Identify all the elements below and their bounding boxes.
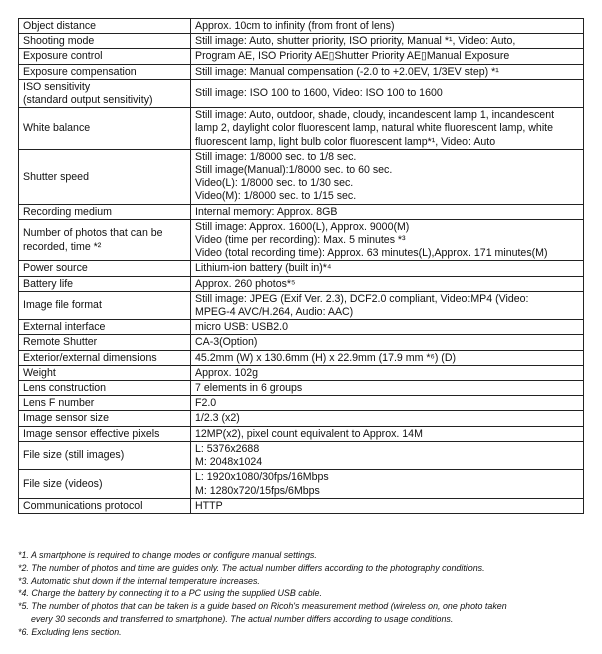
spec-row <box>19 79 584 107</box>
spec-row <box>19 365 584 380</box>
spec-label: Image sensor size <box>23 412 109 425</box>
spec-label-cell <box>19 261 191 276</box>
spec-row <box>19 411 584 426</box>
spec-row <box>19 350 584 365</box>
spec-value-cell <box>191 470 584 498</box>
specifications-table <box>18 18 584 514</box>
spec-label-cell <box>19 64 191 79</box>
footnote: *4. Charge the battery by connecting it to a PC using the supplied USB cable. <box>18 588 322 599</box>
spec-value: 1/2.3 (x2) <box>195 412 240 425</box>
spec-row <box>19 261 584 276</box>
spec-value-cell <box>191 441 584 469</box>
spec-label: Object distance <box>23 20 97 32</box>
spec-value: 12MP(x2), pixel count equivalent to Approx. 14M <box>195 427 423 440</box>
spec-value-cell <box>191 261 584 276</box>
spec-value-cell <box>191 381 584 396</box>
spec-label-cell <box>19 365 191 380</box>
spec-row <box>19 335 584 350</box>
spec-value-cell <box>191 276 584 291</box>
spec-label-cell <box>19 320 191 335</box>
spec-label-cell <box>19 19 191 34</box>
spec-value-cell <box>191 149 584 204</box>
footnote: *6. Excluding lens section. <box>18 626 122 637</box>
spec-value: 45.2mm (W) x 130.6mm (H) x 22.9mm (17.9 mm *⁶) (D) <box>195 351 456 364</box>
spec-label-cell <box>19 426 191 441</box>
spec-value: Approx. 10cm to infinity (from front of lens) <box>195 20 395 32</box>
spec-label-cell <box>19 34 191 49</box>
spec-label: File size (videos) <box>23 477 103 490</box>
spec-label-cell <box>19 441 191 469</box>
spec-label-cell <box>19 470 191 498</box>
spec-row <box>19 19 584 34</box>
spec-value: F2.0 <box>195 397 217 410</box>
spec-label: Shutter speed <box>23 170 89 183</box>
spec-label: ISO sensitivity <box>23 80 91 93</box>
footnote: *1. A smartphone is required to change modes or configure manual settings. <box>18 550 317 560</box>
spec-value: Still image: Manual compensation (-2.0 to +2.0EV, 1/3EV step) *¹ <box>195 65 499 78</box>
spec-label-cell <box>19 204 191 219</box>
spec-value: MPEG-4 AVC/H.264, Audio: AAC) <box>195 306 354 319</box>
spec-row <box>19 64 584 79</box>
spec-value: Lithium-ion battery (built in)*⁴ <box>195 262 332 275</box>
spec-value-cell <box>191 350 584 365</box>
spec-value: L: 5376x2688 <box>195 442 260 455</box>
spec-table-container <box>18 18 584 514</box>
spec-row <box>19 381 584 396</box>
spec-label: Image sensor effective pixels <box>23 427 160 440</box>
spec-row <box>19 49 584 64</box>
spec-label: Exposure compensation <box>23 65 137 78</box>
spec-value-cell <box>191 320 584 335</box>
spec-label: Recording medium <box>23 205 112 218</box>
spec-value-cell <box>191 335 584 350</box>
spec-value-cell <box>191 108 584 150</box>
spec-value: Approx. 260 photos*⁵ <box>195 277 296 290</box>
spec-label: Communications protocol <box>23 499 143 512</box>
spec-row <box>19 204 584 219</box>
spec-value: Still image: Approx. 1600(L), Approx. 9000(M) <box>195 220 410 233</box>
spec-label: Remote Shutter <box>23 336 98 349</box>
spec-value: Still image: Auto, outdoor, shade, cloudy, incandescent lamp 1, incandescent <box>195 109 555 122</box>
spec-label-cell <box>19 291 191 319</box>
spec-row <box>19 34 584 49</box>
spec-value: Still image(Manual):1/8000 sec. to 60 sec. <box>195 164 393 177</box>
spec-value-cell <box>191 498 584 513</box>
spec-value-cell <box>191 204 584 219</box>
spec-row <box>19 149 584 204</box>
spec-value: Approx. 102g <box>195 366 259 379</box>
spec-label-cell <box>19 381 191 396</box>
spec-row <box>19 396 584 411</box>
specifications-table-body <box>19 19 584 514</box>
spec-value: Video (total recording time): Approx. 63 minutes(L),Approx. 171 minutes(M) <box>195 247 548 260</box>
spec-row <box>19 291 584 319</box>
spec-value: HTTP <box>195 499 223 512</box>
spec-label-cell <box>19 335 191 350</box>
spec-label: Shooting mode <box>23 35 95 48</box>
spec-label-cell <box>19 498 191 513</box>
spec-label: Exterior/external dimensions <box>23 351 157 364</box>
spec-label: Image file format <box>23 299 102 312</box>
spec-label-cell <box>19 79 191 107</box>
spec-label-cell <box>19 219 191 261</box>
spec-value-cell <box>191 64 584 79</box>
spec-label-cell <box>19 49 191 64</box>
spec-value-cell <box>191 79 584 107</box>
spec-value: Video(L): 1/8000 sec. to 1/30 sec. <box>195 177 354 190</box>
spec-value-cell <box>191 426 584 441</box>
spec-value: Internal memory: Approx. 8GB <box>195 205 338 218</box>
footnotes <box>18 549 590 639</box>
spec-row <box>19 426 584 441</box>
spec-value: Video (time per recording): Max. 5 minutes *³ <box>195 234 406 247</box>
spec-value: Still image: Auto, shutter priority, ISO priority, Manual *¹, Video: Auto, <box>195 35 516 48</box>
spec-row <box>19 108 584 150</box>
footnote: *2. The number of photos and time are guides only. The actual number differs according to the photography conditions. <box>18 562 485 573</box>
spec-value: M: 2048x1024 <box>195 456 263 469</box>
spec-label-cell <box>19 396 191 411</box>
spec-value: L: 1920x1080/30fps/16Mbps <box>195 471 329 484</box>
spec-label: Power source <box>23 262 88 275</box>
spec-label-cell <box>19 350 191 365</box>
spec-row <box>19 498 584 513</box>
spec-value: M: 1280x720/15fps/6Mbps <box>195 484 320 497</box>
spec-row <box>19 276 584 291</box>
spec-label: Lens F number <box>23 397 95 410</box>
spec-label: Lens construction <box>23 382 107 395</box>
spec-value: Still image: JPEG (Exif Ver. 2.3), DCF2.0 compliant, Video:MP4 (Video: <box>195 292 529 305</box>
spec-value-cell <box>191 49 584 64</box>
spec-value-cell <box>191 34 584 49</box>
spec-label: Exposure control <box>23 50 103 63</box>
spec-label: Number of photos that can be <box>23 227 163 240</box>
spec-value-cell <box>191 291 584 319</box>
spec-label: White balance <box>23 122 91 135</box>
spec-value: Program AE, ISO Priority AE▯Shutter Priority AE▯Manual Exposure <box>195 50 510 63</box>
spec-row <box>19 441 584 469</box>
spec-value: fluorescent lamp, light bulb color fluorescent lamp*¹, Video: Auto <box>195 135 496 148</box>
spec-value: CA-3(Option) <box>195 336 258 349</box>
spec-label-cell <box>19 108 191 150</box>
spec-value-cell <box>191 411 584 426</box>
spec-label: File size (still images) <box>23 449 125 462</box>
footnote: *5. The number of photos that can be taken is a guide based on Ricoh's measurement method (wireless on, one photo taken <box>18 601 507 612</box>
spec-value: micro USB: USB2.0 <box>195 321 289 334</box>
footnote: *3. Automatic shut down if the internal temperature increases. <box>18 575 260 586</box>
spec-value-cell <box>191 396 584 411</box>
spec-value: lamp 2, daylight color fluorescent lamp, natural white fluorescent lamp, white <box>195 122 554 135</box>
spec-row <box>19 219 584 261</box>
spec-label: recorded, time *² <box>23 240 102 253</box>
spec-row <box>19 470 584 498</box>
spec-label: Battery life <box>23 277 74 290</box>
spec-label-cell <box>19 411 191 426</box>
spec-row <box>19 320 584 335</box>
spec-value-cell <box>191 19 584 34</box>
spec-label: (standard output sensitivity) <box>23 94 153 107</box>
spec-value-cell <box>191 219 584 261</box>
spec-value: Still image: ISO 100 to 1600, Video: ISO 100 to 1600 <box>195 87 443 100</box>
spec-value-cell <box>191 365 584 380</box>
spec-label-cell <box>19 276 191 291</box>
footnote: every 30 seconds and transferred to smartphone). The actual number differs according to usage conditions. <box>31 613 454 624</box>
spec-label: Weight <box>23 366 56 379</box>
spec-value: Still image: 1/8000 sec. to 1/8 sec. <box>195 150 357 163</box>
spec-label: External interface <box>23 321 106 334</box>
spec-label-cell <box>19 149 191 204</box>
spec-value: 7 elements in 6 groups <box>195 382 303 395</box>
spec-value: Video(M): 1/8000 sec. to 1/15 sec. <box>195 190 357 203</box>
